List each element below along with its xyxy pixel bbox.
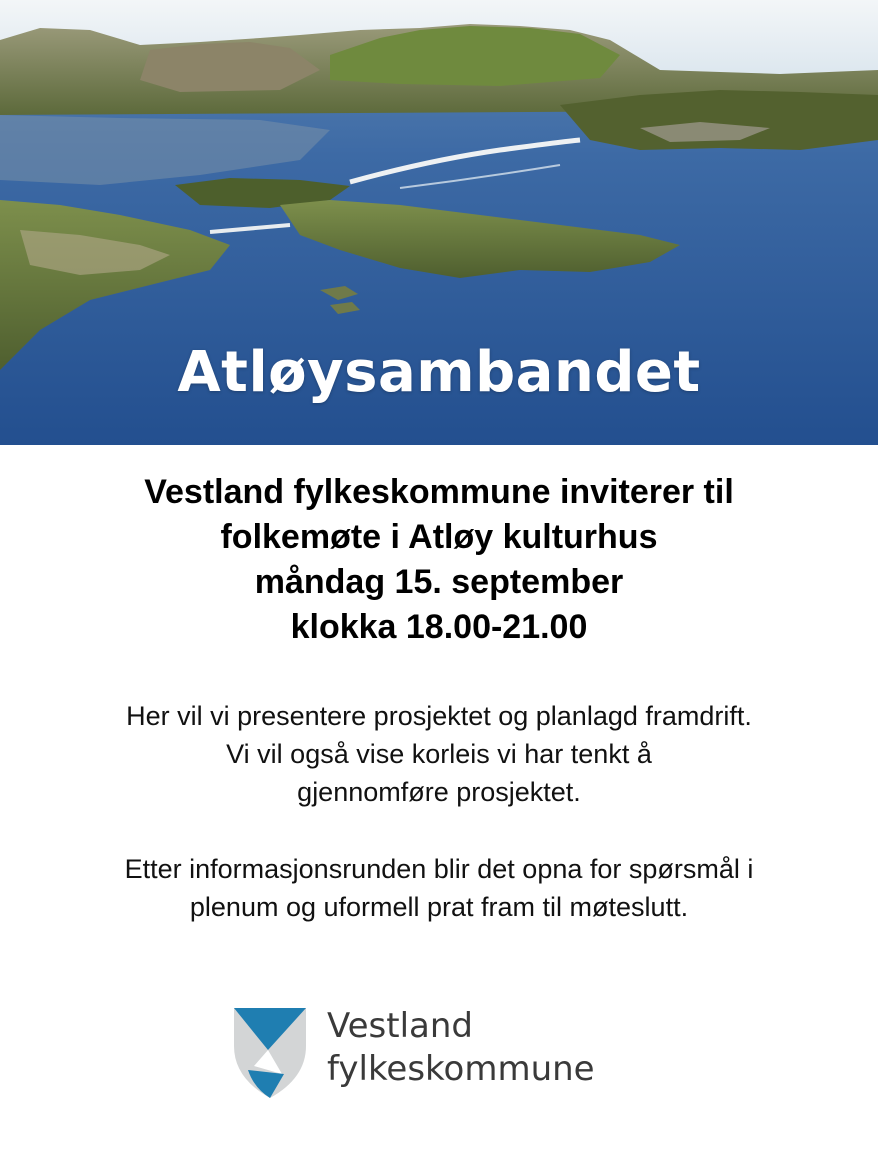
paragraph-line: Her vil vi presentere prosjektet og planlagd framdrift.	[126, 701, 752, 731]
logo-line-2: fylkeskommune	[327, 1049, 595, 1089]
paragraph-line: gjennomføre prosjektet.	[297, 777, 581, 807]
invitation-heading	[0, 470, 878, 650]
vestland-logo	[234, 1005, 634, 1105]
invitation-line: måndag 15. september	[254, 563, 624, 601]
shield-icon	[234, 1008, 306, 1098]
paragraph-line: Vi vil også vise korleis vi har tenkt å	[226, 739, 652, 769]
invitation-line: klokka 18.00-21.00	[290, 608, 588, 646]
hero-banner	[0, 0, 878, 445]
logo-line-1: Vestland	[327, 1006, 473, 1046]
invitation-line: folkemøte i Atløy kulturhus	[220, 518, 658, 556]
hero-title: Atløysambandet	[177, 340, 701, 405]
paragraph-line: Etter informasjonsrunden blir det opna for spørsmål i	[124, 854, 754, 884]
invitation-line: Vestland fylkeskommune inviterer til	[144, 473, 734, 511]
questions-paragraph	[0, 850, 878, 926]
paragraph-line: plenum og uformell prat fram til møteslutt.	[189, 892, 689, 922]
presentation-paragraph	[0, 697, 878, 811]
